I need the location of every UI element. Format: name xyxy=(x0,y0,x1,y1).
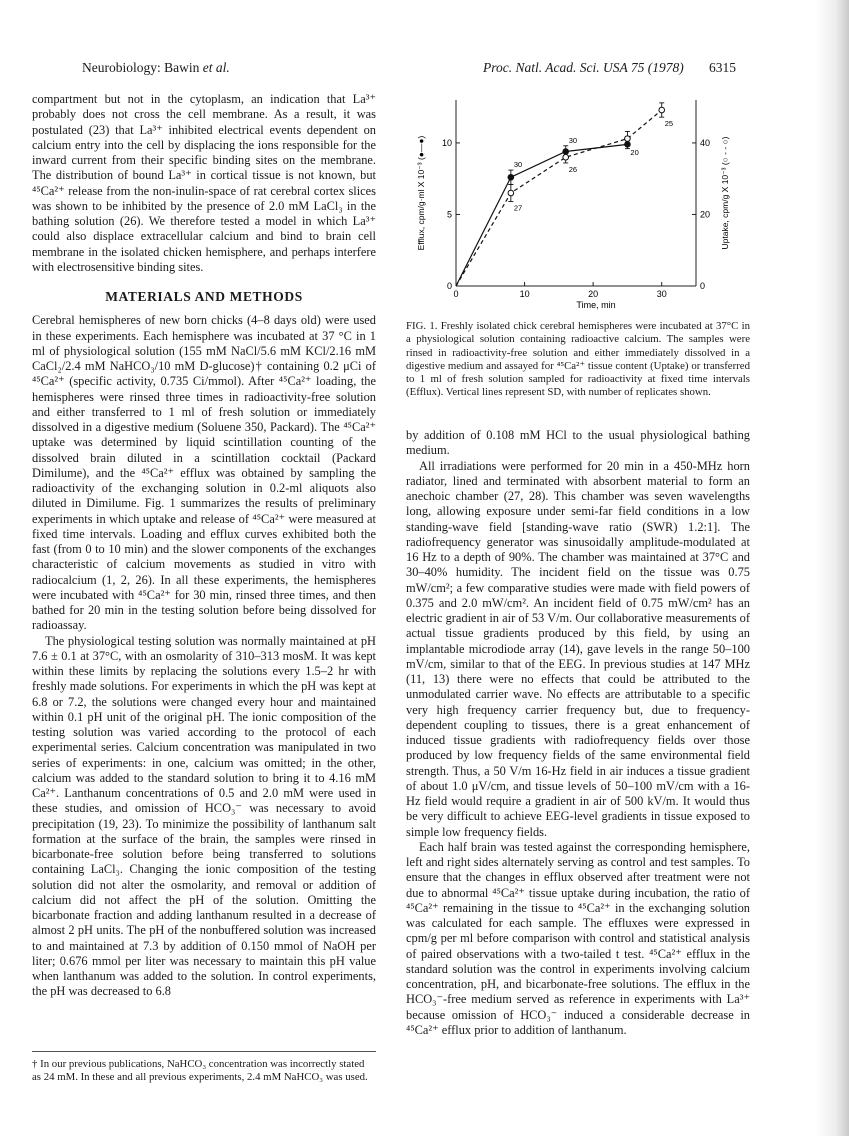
methods-paragraph: The physiological testing solution was normally maintained at pH 7.6 ± 0.1 at 37°C, with an osmolarity of 310–313 mosM. It was kept within these limits by replacing the solutions every 1.5–2 hr with freshly made solutions. For experiments in which the pH was kept at 6.8 or 7.2, the solutions were changed every hour and maintained within 0.1 pH unit of the original pH. The ionic composition of the testing solution was varied according to the protocol of each experimental series. Calcium concentration was manipulated in two series of experiments: in one, calcium was omitted; in the other, calcium was added to the standard solution to bring it to 4.16 mM Ca²⁺. Lanthanum concentrations of 0.5 and 2.0 mM were used in these studies, and omission of HCO₃⁻ was necessary to avoid precipitation (19, 23). To minimize the possibility of lanthanum salt formation at the surface of the brain, the samples were rinsed in bicarbonate-free solution before being transferred to solutions containing LaCl₃. Changing the ionic composition of the testing solution did not alter the osmolarity, and removal or addition of calcium did not affect the pH of the solution. Omitting the bicarbonate fraction and adding lanthanum resulted in a decrease of almost 2 pH units. The pH of the nonbuffered solution was increased to and maintained at 7.3 by addition of 0.150 mmol of NaOH per liter; 0.676 mmol per liter was necessary to maintain this pH value when lanthanum was added to the solution. In control experiments, the pH was decreased to 6.8 xyxy=(32,633,376,999)
y-right-tick-label: 20 xyxy=(700,209,711,220)
data-point xyxy=(508,190,514,196)
running-head xyxy=(82,60,230,76)
section-heading: MATERIALS AND METHODS xyxy=(105,289,303,304)
x-tick-label: 20 xyxy=(588,289,599,299)
scan-edge-shadow xyxy=(815,0,849,1136)
x-tick-label: 10 xyxy=(519,289,530,299)
chart-marks xyxy=(456,103,673,286)
replicate-label: 26 xyxy=(568,164,578,174)
footnote: † In our previous publications, NaHCO₃ concentration was incorrectly stated as 24 mM. In these and all previous experiments, 2.4 mM NaHCO₃ was used. xyxy=(32,1058,368,1084)
data-point xyxy=(625,136,631,142)
figure-caption: FIG. 1. Freshly isolated chick cerebral hemispheres were incubated at 37°C in a physiological solution containing radioactive calcium. The samples were rinsed in radioactivity-free solution and either immediately dissolved in a digestive medium and assayed for ⁴⁵Ca²⁺ tissue content (Uptake) or transferred to 1 ml of fresh solution sampled for radioactivity at fixed time intervals (Efflux). Vertical lines represent SD, with number of replicates shown. xyxy=(406,320,750,399)
data-point xyxy=(563,154,569,160)
figure-1-chart xyxy=(406,90,750,312)
x-tick-label: 30 xyxy=(656,289,667,299)
data-point xyxy=(508,174,514,180)
data-point xyxy=(659,107,665,113)
y-right-tick-label: 0 xyxy=(700,281,706,291)
y-left-tick-label: 5 xyxy=(446,209,452,220)
body-paragraph: Each half brain was tested against the corresponding hemisphere, left and right sides alternately serving as control and test samples. To ensure that the changes in efflux observed after treatment were not due to abnormal ⁴⁵Ca²⁺ tissue uptake during incubation, the ratio of ⁴⁵Ca²⁺ remaining in the tissue to ⁴⁵Ca²⁺ in the exchanging solution was calculated for each sample. The effluxes were expressed in cpm/g per ml before comparison with control and statistical analysis of paired observations with a two-tailed t test. ⁴⁵Ca²⁺ efflux in the standard solution was the control in experiments involving calcium concentration, pH, and bicarbonate-free solutions. The efflux in the HCO₃⁻-free medium served as reference in experiments with La³⁺ because omission of HCO₃⁻ induced a considerable decrease in ⁴⁵Ca²⁺ efflux prior to addition of lanthanum. xyxy=(406,839,750,1037)
y-left-tick-label: 10 xyxy=(441,137,452,148)
replicate-label: 27 xyxy=(513,203,523,213)
running-head-etal: et al. xyxy=(202,60,230,75)
replicate-label: 30 xyxy=(513,160,523,170)
replicate-label: 20 xyxy=(630,147,639,157)
replicate-label: 30 xyxy=(568,135,578,145)
body-paragraph: by addition of 0.108 mM HCl to the usual physiological bathing medium. xyxy=(406,428,750,458)
replicate-label: 25 xyxy=(664,119,674,129)
y-right-axis-label: Uptake, cpm/g X 10⁻³ (○ - - ○) xyxy=(720,136,730,250)
intro-paragraph: compartment but not in the cytoplasm, an indication that La³⁺ probably does not cross the cell membrane. As a result, it was postulated (23) that La³⁺ inhibited electrical events dependent on calcium entry into the cell by displacing the ions responsible for the inward current from their specific binding sites on the membrane. The distribution of bound La³⁺ in cortical tissue is not known, but ⁴⁵Ca²⁺ release from the non-inulin-space of rat cerebral cortex slices was shown to be inhibited by the presence of 2.0 mM LaCl₃ in the bathing solution (26). We therefore tested a model in which La³⁺ could also displace extracellular calcium and bind to brain cell membrane in the isolated chicken hemisphere, and perhaps interfere with electrosensitive binding sites. xyxy=(32,92,376,274)
page-number: 6315 xyxy=(709,60,736,75)
y-left-axis-label: Efflux, cpm/g·ml X 10⁻³ (●—●) xyxy=(416,135,426,251)
series-line xyxy=(456,110,662,286)
series-line xyxy=(456,144,627,286)
x-tick-label: 0 xyxy=(453,289,459,299)
journal-citation: Proc. Natl. Acad. Sci. USA 75 (1978) xyxy=(483,60,684,75)
running-head-authors: Neurobiology: Bawin xyxy=(82,60,203,75)
x-axis-label: Time, min xyxy=(576,300,616,310)
left-column xyxy=(32,92,376,1000)
y-right-tick-label: 40 xyxy=(700,137,711,148)
chart-axes xyxy=(416,100,730,310)
right-column xyxy=(406,428,750,1038)
methods-paragraph: Cerebral hemispheres of new born chicks (4–8 days old) were used in these experiments. Each hemisphere was incubated at 37 °C in 1 ml of physiological solution (155 mM NaCl/5.6 mM KCl/2.16 mM CaCl₂/2.4 mM NaHCO₃/10 mM D-glucose)† containing 0.2 μCi of ⁴⁵Ca²⁺ (specific activity, 0.735 Ci/mmol). After ⁴⁵Ca²⁺ loading, the hemispheres were rinsed three times in radioactivity-free solution and either transferred to 1 ml of fresh solution or immediately dissolved in a digestive medium (Soluene 350, Packard). The ⁴⁵Ca²⁺ uptake was determined by liquid scintillation counting of the dissolved brain diluted in a scintillation cocktail (Packard Dimilume), and the ⁴⁵Ca²⁺ efflux was obtained by sampling the radioactivity of the exchanging solution in 0.2-ml aliquots also diluted in Dimilume. Fig. 1 summarizes the results of preliminary experiments in which uptake and release of ⁴⁵Ca²⁺ were measured at fixed time intervals. Loading and efflux curves exhibited both the fast (from 0 to 10 min) and the slower components of the exchanges characteristic of calcium movements as studied in vitro with radiocalcium (1, 2, 26). In all these experiments, the hemispheres were incubated with ⁴⁵Ca²⁺ for 30 min, rinsed three times, and then bathed for 20 min in the testing solution before being dissolved for radioassay. xyxy=(32,313,376,633)
y-left-tick-label: 0 xyxy=(446,281,452,291)
body-paragraph: All irradiations were performed for 20 min in a 450-MHz horn radiator, lined and terminated with absorbent material to form an anechoic chamber (27, 28). This chamber was seven wavelengths long, allowing exposure under semi-far field conditions in a low standing-wave field [standing-wave ratio (SWR) 1.2:1]. The radiofrequency generator was sinusoidally amplitude-modulated at 16 Hz to a depth of 90%. The chamber was maintained at 37°C and 30–40% humidity. The incident field on the tissue was 0.75 mW/cm²; a few comparative studies were made with field powers of 0.375 and 2.0 mW/cm². An incident field of 0.75 mW/cm² has an electric gradient in air of 53 V/m. Our collaborative measurements of actual tissue gradients produced by this field, by using an implantable microdiode array (14), gave levels in the range 50–100 mV/cm, similar to that of the EEG. In previous studies at 147 MHz (11, 13) there were no effects that could be attributed to the unmodulated carrier wave. No effects are attributable to a specific very high frequency carrier frequency but, due to frequency-dependent coupling to tissues, there is a great enhancement of induced tissue gradients with radiofrequency fields over those produced by low frequency fields of the same environmental field strength. Thus, a 50 V/m 16-Hz field in air induces a tissue gradient of about 1.0 μV/cm, and tissue levels of 50–100 mV/cm with a 16-Hz field would require a gradient in air of 500 kV/m. It would thus be very difficult to achieve EEG-level gradients in tissue exposed to simple low frequency fields. xyxy=(406,458,750,839)
footnote-rule xyxy=(32,1051,376,1052)
